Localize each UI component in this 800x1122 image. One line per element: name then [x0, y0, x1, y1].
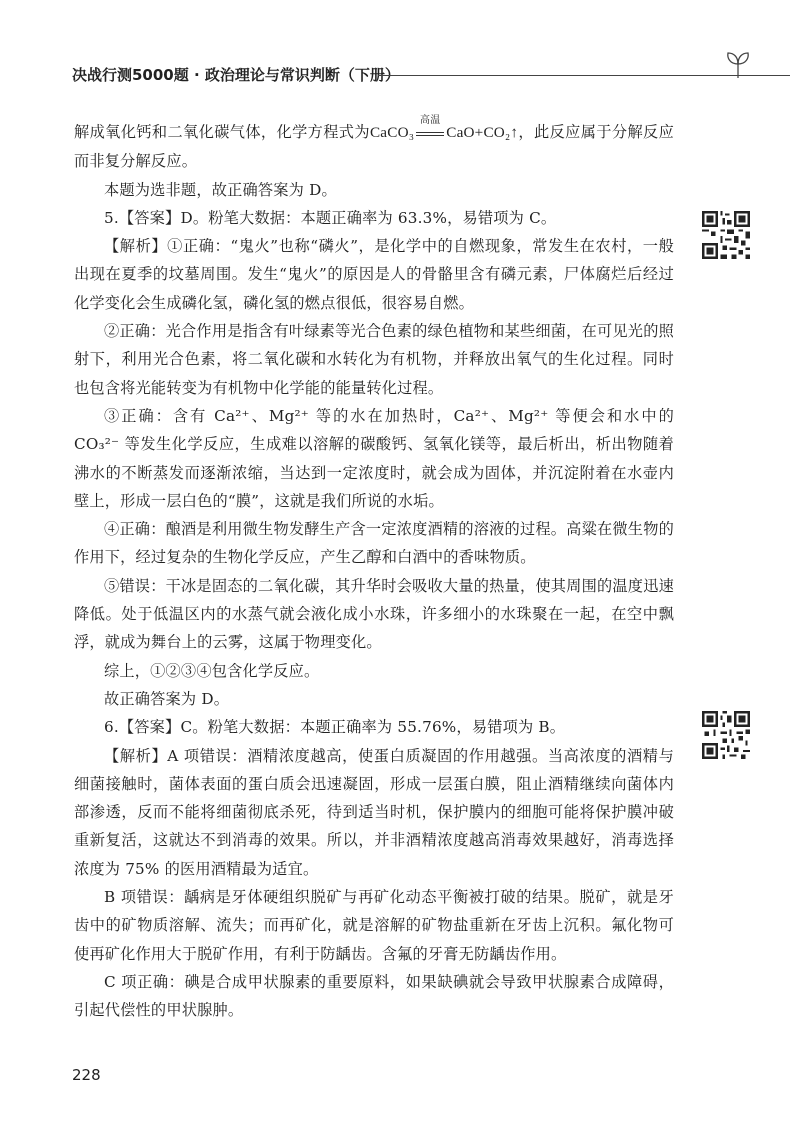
paragraph: 【解析】①正确：“鬼火”也称“磷火”，是化学中的自燃现象，常发生在农村，一般出现在夏季的坟墓周围。发生“鬼火”的原因是人的骨骼里含有磷元素，尸体腐烂后经过化学变化会生成磷化氢，磷化氢的燃点很低，很容易自燃。: [74, 237, 674, 312]
page-number: 228: [72, 1066, 101, 1084]
chemical-equation: [369, 115, 519, 147]
paragraph: 故正确答案为 D。: [104, 689, 230, 708]
book-title: 决战行测5000题 · 政治理论与常识判断（下册）: [72, 66, 400, 84]
qr-code-icon[interactable]: [702, 211, 750, 259]
formula-right: CaO+CO₂↑: [446, 124, 519, 141]
formula-lead-text: 解成氧化钙和二氧化碳气体，化学方程式为: [74, 123, 370, 141]
paragraph: 综上，①②③④包含化学反应。: [104, 661, 320, 680]
running-header: [72, 64, 752, 88]
paragraph: ⑤错误：干冰是固态的二氧化碳，其升华时会吸收大量的热量，使其周围的温度迅速降低。处于低温区内的水蒸气就会液化成小水珠，许多细小的水珠聚在一起，在空中飘浮，就成为舞台上的云雾，这属于物理变化。: [74, 576, 674, 652]
paragraph: 【解析】A 项错误：酒精浓度越高，使蛋白质凝固的作用越强。当高浓度的酒精与细菌接触时，菌体表面的蛋白质会迅速凝固，形成一层蛋白膜，阻止酒精继续向菌体内部渗透，反而不能将细菌彻底杀死，待到适当时机，保护膜内的细胞可能将保护膜冲破重新复活，这就达不到消毒的效果。所以，并非酒精浓度越高消毒效果越好，消毒选择浓度为 75% 的医用酒精最为适宜。: [74, 746, 674, 878]
paragraph: ③正确：含有 Ca²⁺、Mg²⁺ 等的水在加热时，Ca²⁺、Mg²⁺ 等便会和水中的 CO₃²⁻ 等发生化学反应，生成难以溶解的碳酸钙、氢氧化镁等，最后析出，析出物随着沸水的不断蒸发而逐渐浓缩，当达到一定浓度时，就会成为固体，并沉淀附着在水壶内壁上，形成一层白色的“膜”，这就是我们所说的水垢。: [74, 406, 674, 510]
answer-5: 5.【答案】D。粉笔大数据：本题正确率为 63.3%，易错项为 C。: [104, 208, 557, 227]
formula-trail-text: ，此反应属于分解反应而非复分解反应。: [74, 123, 675, 171]
paragraph: C 项正确：碘是合成甲状腺素的重要原料，如果缺碘就会导致甲状腺素合成障碍，引起代偿性的甲状腺肿。: [74, 972, 674, 1020]
formula-left: CaCO₃: [369, 124, 415, 141]
qr-code-icon[interactable]: [702, 711, 750, 759]
paragraph: ④正确：酿酒是利用微生物发酵生产含一定浓度酒精的溶液的过程。高粱在微生物的作用下，经过复杂的生物化学反应，产生乙醇和白酒中的香味物质。: [74, 520, 674, 567]
paragraph: ②正确：光合作用是指含有叶绿素等光合色素的绿色植物和某些细菌，在可见光的照射下，利用光合色素，将二氧化碳和水转化为有机物，并释放出氧气的生化过程。同时也包含将光能转变为有机物中化学能的能量转化过程。: [74, 322, 674, 397]
reaction-condition: 高温: [420, 115, 441, 126]
paragraph-formula: [74, 115, 675, 176]
answer-6: 6.【答案】C。粉笔大数据：本题正确率为 55.76%，易错项为 B。: [104, 718, 566, 737]
paragraph: B 项错误：龋病是牙体硬组织脱矿与再矿化动态平衡被打破的结果。脱矿，就是牙齿中的矿物质溶解、流失；而再矿化，就是溶解的矿物盐重新在牙齿上沉积。氟化物可使再矿化作用大于脱矿作用，有利于防龋齿。含氟的牙膏无防龋齿作用。: [74, 888, 674, 963]
sprout-icon: [724, 50, 752, 80]
paragraph: 本题为选非题，故正确答案为 D。: [104, 180, 337, 199]
page-body: [74, 115, 675, 1025]
